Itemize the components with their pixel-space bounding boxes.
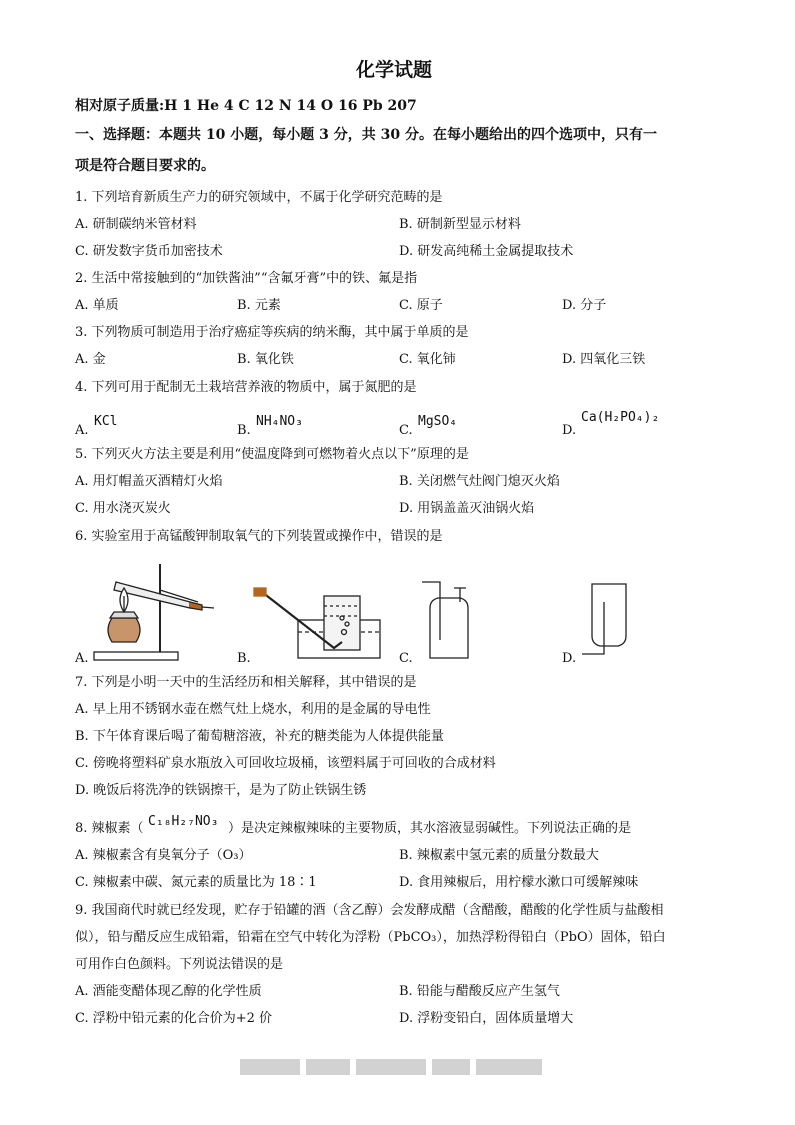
question-4-option-d-formula: Ca(H₂PO₄)₂ <box>581 410 660 425</box>
question-6-option-a: A. <box>75 651 89 666</box>
question-3-option-c: C. 氧化铈 <box>399 352 456 367</box>
question-7-option-b: B. 下午体育课后喝了葡萄糖溶液，补充的糖类能为人体提供能量 <box>75 729 444 744</box>
question-8-option-b: B. 辣椒素中氢元素的质量分数最大 <box>399 848 599 863</box>
question-5-option-a: A. 用灯帽盖灭酒精灯火焰 <box>75 474 223 489</box>
delivery-tube <box>202 607 214 608</box>
question-3-option-b: B. 氧化铁 <box>237 352 294 367</box>
question-7-option-c: C. 傍晚将塑料矿泉水瓶放入可回收垃圾桶，该塑料属于可回收的合成材料 <box>75 756 496 771</box>
bottle <box>592 584 626 646</box>
question-9-stem-line2: 似），铅与醋反应生成铅霜，铅霜在空气中转化为浮粉（PbCO₃），加热浮粉得铅白（PbO）固体，铅白 <box>75 930 666 945</box>
question-6-option-c: C. <box>399 651 413 666</box>
question-3-option-a: A. 金 <box>75 352 106 367</box>
question-3-option-d: D. 四氧化三铁 <box>562 352 646 367</box>
question-5-option-d: D. 用锅盖盖灭油锅火焰 <box>399 501 535 516</box>
question-6-option-b: B. <box>237 651 251 666</box>
question-8-stem-prefix: 8. 辣椒素（ <box>75 821 144 836</box>
bottle <box>430 598 468 658</box>
question-7-option-a: A. 早上用不锈钢水壶在燃气灶上烧水，利用的是金属的导电性 <box>75 702 431 717</box>
blurred-footer-watermark <box>240 1056 556 1076</box>
question-2-stem: 2. 生活中常接触到的“加铁酱油”“含氟牙膏”中的铁、氟是指 <box>75 271 418 286</box>
question-4-option-b-formula: NH₄NO₃ <box>256 414 303 429</box>
question-1-option-a: A. 研制碳纳米管材料 <box>75 217 197 232</box>
apparatus-d-inverted-bottle <box>578 580 636 664</box>
page-title: 化学试题 <box>356 59 433 81</box>
question-6-stem: 6. 实验室用于高锰酸钾制取氧气的下列装置或操作中，错误的是 <box>75 529 443 544</box>
question-8-stem-suffix: ）是决定辣椒辣味的主要物质，其水溶液显弱碱性。下列说法正确的是 <box>228 821 632 836</box>
question-6-option-d: D. <box>562 651 577 666</box>
question-9-option-d: D. 浮粉变铅白，固体质量增大 <box>399 1011 574 1026</box>
question-3-stem: 3. 下列物质可制造用于治疗癌症等疾病的纳米酶，其中属于单质的是 <box>75 325 469 340</box>
question-7-option-d: D. 晚饭后将洗净的铁锅擦干，是为了防止铁锅生锈 <box>75 783 367 798</box>
question-2-option-c: C. 原子 <box>399 298 443 313</box>
question-8-formula: C₁₈H₂₇NO₃ <box>148 814 219 829</box>
question-9-option-c: C. 浮粉中铅元素的化合价为+2 价 <box>75 1011 273 1026</box>
apparatus-b-water-collection <box>252 582 384 662</box>
stand-base <box>94 652 178 660</box>
atomic-masses: 相对原子质量:H 1 He 4 C 12 N 14 O 16 Pb 207 <box>75 98 417 114</box>
question-1-option-b: B. 研制新型显示材料 <box>399 217 521 232</box>
section-heading-line1: 一、选择题：本题共 10 小题，每小题 3 分，共 30 分。在每小题给出的四个选项中，只有一 <box>75 127 657 143</box>
gas-jar <box>324 596 360 650</box>
question-8-option-d: D. 食用辣椒后，用柠檬水漱口可缓解辣味 <box>399 875 639 890</box>
question-7-stem: 7. 下列是小明一天中的生活经历和相关解释，其中错误的是 <box>75 675 417 690</box>
question-4-option-a-formula: KCl <box>94 414 118 429</box>
question-9-stem-line1: 9. 我国商代时就已经发现，贮存于铅罐的酒（含乙醇）会发酵成醋（含醋酸，醋酸的化学性质与盐酸相 <box>75 903 664 918</box>
alcohol-lamp <box>108 618 140 642</box>
question-9-option-b: B. 铅能与醋酸反应产生氢气 <box>399 984 560 999</box>
question-1-option-c: C. 研发数字货币加密技术 <box>75 244 223 259</box>
apparatus-c-gas-bottle <box>420 580 478 662</box>
section-heading-line2: 项是符合题目要求的。 <box>75 158 215 174</box>
question-9-option-a: A. 酒能变醋体现乙醇的化学性质 <box>75 984 262 999</box>
question-2-option-a: A. 单质 <box>75 298 119 313</box>
question-4-option-a-label: A. <box>75 423 89 438</box>
question-4-option-d-label: D. <box>562 423 577 438</box>
question-8-option-c: C. 辣椒素中碳、氮元素的质量比为 18∶1 <box>75 875 317 890</box>
question-5-option-b: B. 关闭燃气灶阀门熄灭火焰 <box>399 474 560 489</box>
question-8-option-a: A. 辣椒素含有臭氧分子（O₃） <box>75 848 252 863</box>
question-1-option-d: D. 研发高纯稀土金属提取技术 <box>399 244 574 259</box>
question-4-option-c-label: C. <box>399 423 413 438</box>
long-tube <box>422 582 440 640</box>
question-4-option-c-formula: MgSO₄ <box>418 414 458 429</box>
question-2-option-b: B. 元素 <box>237 298 281 313</box>
question-4-option-b-label: B. <box>237 423 251 438</box>
question-2-option-d: D. 分子 <box>562 298 607 313</box>
apparatus-a-heating-setup <box>90 560 215 665</box>
question-9-stem-line3: 可用作白色颜料。下列说法错误的是 <box>75 957 284 972</box>
stopper <box>190 602 202 610</box>
question-4-stem: 4. 下列可用于配制无土栽培营养液的物质中，属于氮肥的是 <box>75 380 417 395</box>
question-1-stem: 1. 下列培育新质生产力的研究领域中，不属于化学研究范畴的是 <box>75 190 443 205</box>
question-5-stem: 5. 下列灭火方法主要是利用“使温度降到可燃物着火点以下”原理的是 <box>75 447 469 462</box>
question-5-option-c: C. 用水浇灭炭火 <box>75 501 171 516</box>
